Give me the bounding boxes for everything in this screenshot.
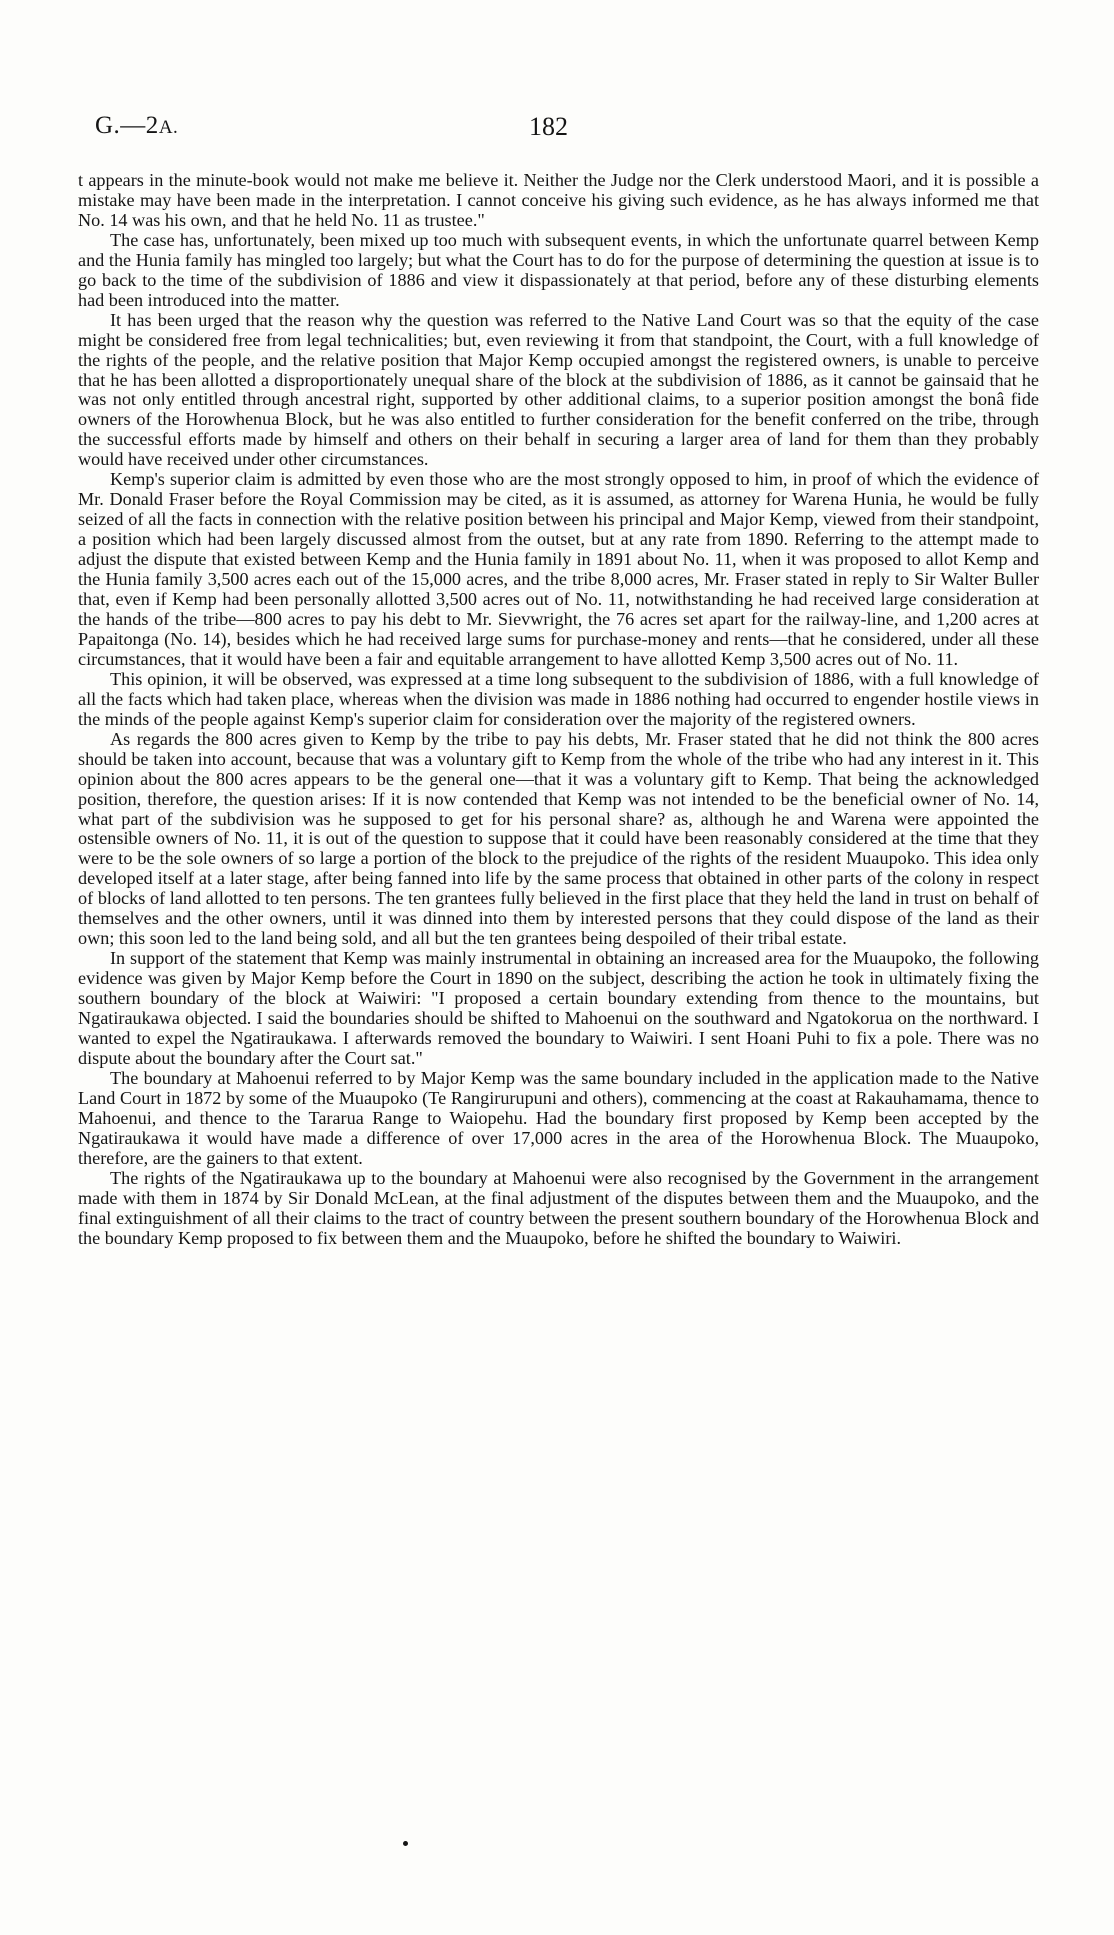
paragraph-continuation: t appears in the minute-book would not make me believe it. Neither the Judge nor the Clerk understood Maori, and it is possible a mistake may have been made in the interpretation. I cannot conceive his giving such evidence, as he has always informed me that No. 14 was his own, and that he held No. 11 as trustee.": [78, 170, 1039, 230]
paragraph: This opinion, it will be observed, was expressed at a time long subsequent to the subdivision of 1886, with a full knowledge of all the facts which had taken place, whereas when the division was made in 1886 nothing had occurred to engender hostile views in the minds of the people against Kemp's superior claim for consideration over the majority of the registered owners.: [78, 668, 1039, 729]
body-text: [78, 171, 1039, 1248]
page-header: [95, 112, 1040, 146]
document-reference-suffix: A.: [158, 117, 179, 138]
paragraph: The boundary at Mahoenui referred to by Major Kemp was the same boundary included in the application made to the Native Land Court in 1872 by some of the Muaupoko (Te Rangirurupuni and others), commencing at the coast at Rakauhamama, thence to Mahoenui, and thence to the Tararua Range to Waiopehu. Had the boundary first proposed by Kemp been accepted by the Ngatiraukawa it would have made a difference of over 17,000 acres in the area of the Horowhenua Block. The Muaupoko, therefore, are the gainers to that extent.: [78, 1067, 1039, 1168]
paragraph: It has been urged that the reason why the question was referred to the Native Land Court was so that the equity of the case might be considered free from legal technicalities; but, even reviewing it from that standpoint, the Court, with a full knowledge of the rights of the people, and the relative position that Major Kemp occupied amongst the registered owners, is unable to perceive that he has been allotted a disproportionately unequal share of the block at the subdivision of 1886, as it cannot be gainsaid that he was not only entitled through ancestral right, supported by other additional claims, to a superior position amongst the bonâ fide owners of the Horowhenua Block, but he was also entitled to further consideration for the benefit conferred on the tribe, through the successful efforts made by himself and others on their behalf in securing a larger area of land for them than they probably would have received under other circumstances.: [78, 309, 1039, 470]
paragraph: The rights of the Ngatiraukawa up to the boundary at Mahoenui were also recognised by the Government in the arrangement made with them in 1874 by Sir Donald McLean, at the final adjustment of the disputes between them and the Muaupoko, and the final extinguishment of all their claims to the tract of country between the present southern boundary of the Horowhenua Block and the boundary Kemp proposed to fix between them and the Muaupoko, before he shifted the boundary to Waiwiri.: [78, 1167, 1039, 1248]
document-reference: [95, 112, 178, 140]
document-reference-main: G.—2: [95, 112, 159, 139]
paragraph: As regards the 800 acres given to Kemp by the tribe to pay his debts, Mr. Fraser stated that he did not think the 800 acres should be taken into account, because that was a voluntary gift to Kemp from the whole of the tribe who had any interest in it. This opinion about the 800 acres appears to be the general one—that it was a voluntary gift to Kemp. That being the acknowledged position, therefore, the question arises: If it is now contended that Kemp was not intended to be the beneficial owner of No. 14, what part of the subdivision was he supposed to get for his personal share? as, although he and Warena were appointed the ostensible owners of No. 11, it is out of the question to suppose that it could have been reasonably considered at the time that they were to be the sole owners of so large a portion of the block to the prejudice of the rights of the resident Muaupoko. This idea only developed itself at a later stage, after being fanned into life by the same process that obtained in other parts of the colony in respect of blocks of land allotted to ten persons. The ten grantees fully believed in the first place that they held the land in trust on behalf of themselves and the other owners, until it was dinned into them by interested persons that they could dispose of the land as their own; this soon led to the land being sold, and all but the ten grantees being despoiled of their tribal estate.: [78, 728, 1039, 949]
footer-mark: [403, 1841, 408, 1846]
paragraph: The case has, unfortunately, been mixed up too much with subsequent events, in which the unfortunate quarrel between Kemp and the Hunia family has mingled too largely; but what the Court has to do for the purpose of determining the question at issue is to go back to the time of the subdivision of 1886 and view it dispassionately at that period, before any of these disturbing elements had been introduced into the matter.: [78, 229, 1039, 310]
paragraph: In support of the statement that Kemp was mainly instrumental in obtaining an increased area for the Muaupoko, the following evidence was given by Major Kemp before the Court in 1890 on the subject, describing the action he took in ultimately fixing the southern boundary of the block at Waiwiri: "I proposed a certain boundary extending from thence to the mountains, but Ngatiraukawa objected. I said the boundaries should be shifted to Mahoenui on the southward and Ngatokorua on the northward. I wanted to expel the Ngatiraukawa. I afterwards removed the boundary to Waiwiri. I sent Hoani Puhi to fix a pole. There was no dispute about the boundary after the Court sat.": [78, 948, 1039, 1068]
paragraph: Kemp's superior claim is admitted by even those who are the most strongly opposed to him, in proof of which the evidence of Mr. Donald Fraser before the Royal Commission may be cited, as it is assumed, as attorney for Warena Hunia, he would be fully seized of all the facts in connection with the relative position between his principal and Major Kemp, viewed from their standpoint, a position which had been largely discussed almost from the outset, but at any rate from 1890. Referring to the attempt made to adjust the dispute that existed between Kemp and the Hunia family in 1891 about No. 11, when it was proposed to allot Kemp and the Hunia family 3,500 acres each out of the 15,000 acres, and the tribe 8,000 acres, Mr. Fraser stated in reply to Sir Walter Buller that, even if Kemp had been personally allotted 3,500 acres out of No. 11, notwithstanding he had received large consideration at the hands of the tribe—800 acres to pay his debt to Mr. Sievwright, the 76 acres set apart for the railway-line, and 1,200 acres at Papaitonga (No. 14), besides which he had received large sums for purchase-money and rents—that he considered, under all these circumstances, that it would have been a fair and equitable arrangement to have allotted Kemp 3,500 acres out of No. 11.: [78, 469, 1039, 669]
page-number: 182: [529, 112, 568, 141]
